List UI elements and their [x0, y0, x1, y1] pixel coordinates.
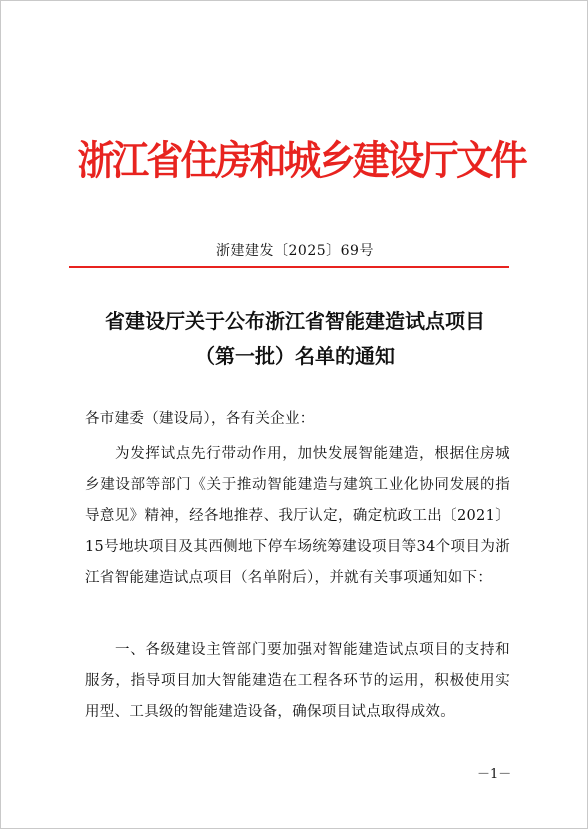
notice-title-line-2: （第一批）名单的通知 [195, 344, 395, 368]
page-number: －1－ [477, 767, 512, 782]
body-paragraph-1: 为发挥试点先行带动作用，加快发展智能建造，根据住房城乡建设部等部门《关于推动智能建造与建筑工业化协同发展的指导意见》精神，经各地推荐、我厅认定，确定杭政工出〔2021〕15号地块项目及其西侧地下停车场统筹建设项目等34个项目为浙江省智能建造试点项目（名单附后），并就有关事项通知如下： [85, 446, 510, 586]
document-number: 浙建建发〔2025〕69号 [216, 243, 374, 259]
red-divider-line [69, 266, 509, 268]
body-paragraph-2: 一、各级建设主管部门要加强对智能建造试点项目的支持和服务，指导项目加大智能建造在工程各环节的运用，积极使用实用型、工具级的智能建造设备，确保项目试点取得成效。 [85, 642, 510, 720]
issuing-authority-title: 浙江省住房和城乡建设厅文件 [77, 137, 525, 184]
salutation: 各市建委（建设局），各有关企业： [85, 411, 315, 427]
notice-title-line-1: 省建设厅关于公布浙江省智能建造试点项目 [105, 309, 485, 333]
